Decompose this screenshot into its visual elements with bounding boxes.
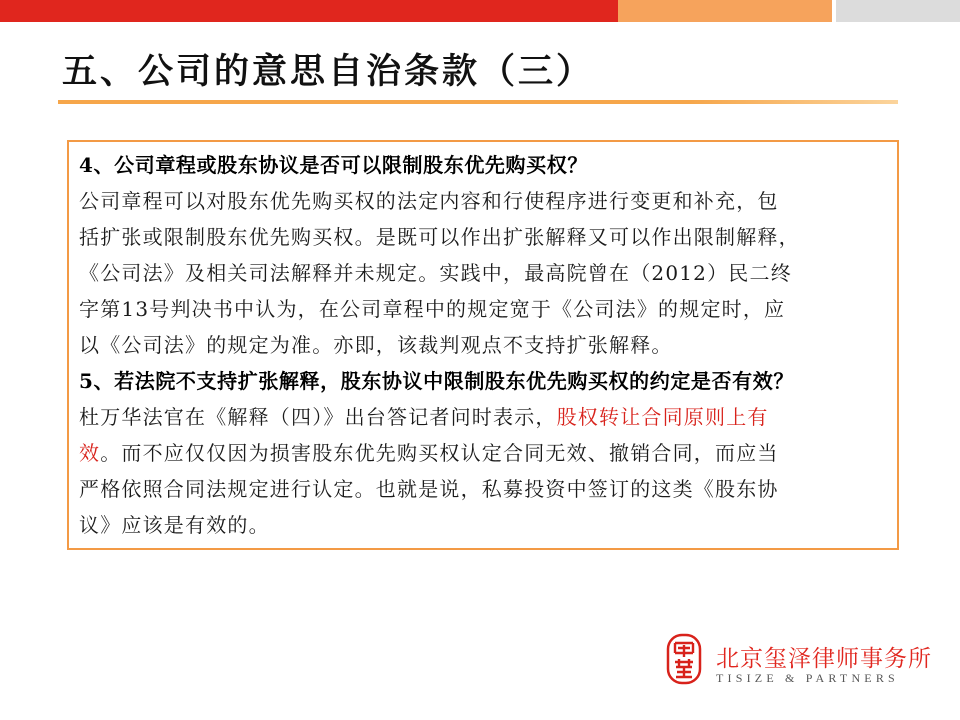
answer-5-line-3: 严格依照合同法规定进行认定。也就是说，私募投资中签订的这类《股东协 [79,477,779,501]
top-decorative-bar [0,0,960,22]
answer-4-line-5: 以《公司法》的规定为准。亦即，该裁判观点不支持扩张解释。 [79,333,673,357]
answer-5-line-4: 议》应该是有效的。 [79,513,270,537]
answer-4-line-1: 公司章程可以对股东优先购买权的法定内容和行使程序进行变更和补充，包 [79,189,779,213]
answer-4-line-2: 括扩张或限制股东优先购买权。是既可以作出扩张解释又可以作出限制解释， [79,225,800,249]
answer-5-line-1 [79,402,769,432]
answer-5-line-1-text: 杜万华法官在《解释（四）》出台答记者问时表示， [79,405,557,429]
question-5: 5、若法院不支持扩张解释，股东协议中限制股东优先购买权的约定是否有效？ [79,369,794,393]
answer-5-highlight: 股权转让合同原则上有 [556,405,769,429]
title-underline [58,100,898,104]
firm-name-english: TISIZE & PARTNERS [716,671,899,685]
top-bar-orange-segment [618,0,832,22]
top-bar-gray-segment [836,0,960,22]
answer-4-line-3: 《公司法》及相关司法解释并未规定。实践中，最高院曾在（2012）民二终 [79,261,792,285]
top-bar-red-segment [0,0,618,22]
slide-title: 五、公司的意思自治条款（三） [62,51,595,92]
answer-5-highlight-end: 效 [79,441,101,465]
question-4: 4、公司章程或股东协议是否可以限制股东优先购买权？ [79,153,588,177]
firm-name-chinese: 北京玺泽律师事务所 [716,646,932,672]
content-box [67,140,899,550]
answer-4-line-4: 字第13号判决书中认为，在公司章程中的规定宽于《公司法》的规定时，应 [79,297,786,321]
seal-logo-icon [664,633,704,685]
answer-5-line-2-text: 。而不应仅仅因为损害股东优先购买权认定合同无效、撤销合同，而应当 [100,441,779,465]
answer-5-line-2 [79,438,779,468]
